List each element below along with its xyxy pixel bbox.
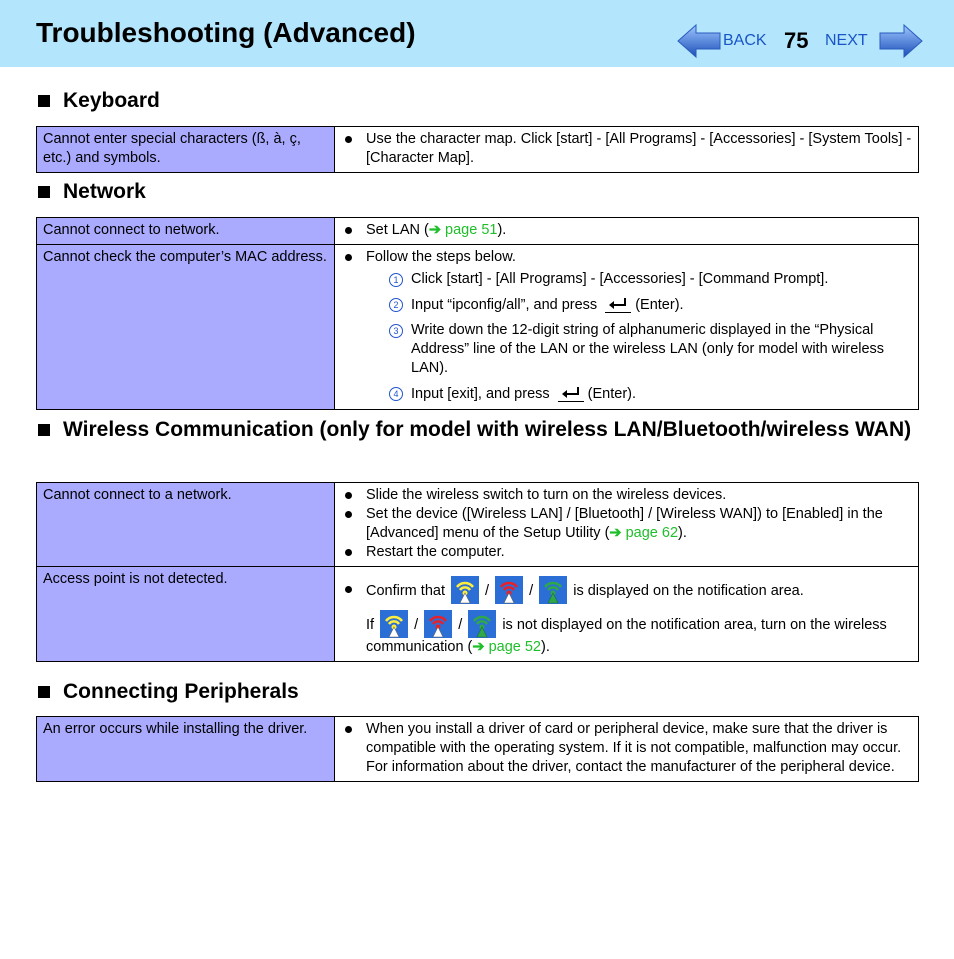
bullet-icon — [345, 227, 352, 234]
wireless-disconnected-icon — [424, 610, 452, 638]
bullet-icon — [345, 136, 352, 143]
bullet-icon — [345, 492, 352, 499]
square-bullet-icon — [38, 686, 50, 698]
wireless-connected-icon — [451, 576, 479, 604]
page-52-link[interactable]: page 52 — [488, 639, 541, 655]
bullet-icon — [345, 511, 352, 518]
page-62-link[interactable]: page 62 — [625, 525, 679, 541]
arrow-right-icon: ➔ — [472, 639, 485, 655]
wireless-active-icon — [539, 576, 567, 604]
step-item: 1 Click [start] - [All Programs] - [Accessories] - [Command Prompt]. — [389, 270, 912, 289]
wireless-connected-icon — [380, 610, 408, 638]
peripherals-table — [36, 716, 919, 782]
section-heading-network: Network — [38, 178, 146, 206]
arrow-right-icon: ➔ — [609, 525, 622, 541]
table-row — [37, 717, 919, 782]
page-number: 75 — [784, 28, 809, 53]
bullet-icon — [345, 549, 352, 556]
arrow-right-icon: ➔ — [428, 222, 442, 238]
enter-key-icon — [558, 384, 584, 402]
solution-cell: Follow the steps below. 1 Click [start] - [All Programs] - [Accessories] - [Command Prompt]. 2 Input “ipconfig/all”, and press (Enter). 3 Write down the 12-digit string of alphanumeric displayed in the “Physical Address” line of the LAN or the wireless LAN (only for model with wireless LAN). 4 Input [exit], and press (Enter). — [335, 245, 919, 410]
wireless-disconnected-icon — [495, 576, 523, 604]
page-51-link[interactable]: page 51 — [445, 222, 498, 238]
section-heading-peripherals: Connecting Peripherals — [38, 678, 299, 706]
solution-cell: Slide the wireless switch to turn on the wireless devices. Set the device ([Wireless LAN] / [Bluetooth] / [Wireless WAN]) to [Enabled] in the [Advanced] menu of the Setup Utility (➔ page 62). Restart the computer. — [335, 483, 919, 567]
table-row — [37, 245, 919, 410]
issue-cell: Access point is not detected. — [37, 567, 335, 662]
wireless-note: If / / is not displayed on the notification area, turn on the wireless communication (➔ page 52). — [366, 610, 912, 657]
bullet-icon — [345, 254, 352, 261]
issue-cell: Cannot connect to network. — [37, 218, 335, 245]
bullet-icon — [345, 726, 352, 733]
solution-cell: Use the character map. Click [start] - [All Programs] - [Accessories] - [System Tools] - [Character Map]. — [335, 127, 919, 173]
table-row — [37, 218, 919, 245]
square-bullet-icon — [38, 186, 50, 198]
solution-cell: When you install a driver of card or peripheral device, make sure that the driver is compatible with the operating system. If it is not compatible, malfunction may occur. For information about the driver, contact the manufacturer of the peripheral device. — [335, 717, 919, 782]
section-heading-wireless: Wireless Communication (only for model with wireless LAN/Bluetooth/wireless WAN) — [38, 416, 918, 444]
bullet-icon — [345, 586, 352, 593]
table-row — [37, 127, 919, 173]
keyboard-table — [36, 126, 919, 173]
step-item: 4 Input [exit], and press (Enter). — [389, 384, 912, 404]
network-table — [36, 217, 919, 410]
solution-cell: Confirm that / / is displayed on the notification area. If / / is not displayed on the notification area, turn on the wireless communication (➔ page 52). — [335, 567, 919, 662]
next-link[interactable]: NEXT — [825, 32, 868, 49]
issue-cell: Cannot connect to a network. — [37, 483, 335, 567]
issue-cell: Cannot check the computer’s MAC address. — [37, 245, 335, 410]
page-title: Troubleshooting (Advanced) — [36, 17, 416, 48]
page-header — [0, 0, 954, 67]
table-row — [37, 483, 919, 567]
step-item: 3 Write down the 12-digit string of alphanumeric displayed in the “Physical Address” line of the LAN or the wireless LAN (only for model with wireless LAN). — [389, 321, 912, 378]
back-link[interactable]: BACK — [723, 32, 767, 49]
table-row — [37, 567, 919, 662]
next-arrow-icon[interactable] — [878, 23, 924, 59]
square-bullet-icon — [38, 424, 50, 436]
enter-key-icon — [605, 295, 631, 313]
solution-cell: Set LAN (➔ page 51). — [335, 218, 919, 245]
step-item: 2 Input “ipconfig/all”, and press (Enter). — [389, 295, 912, 315]
wireless-table — [36, 482, 919, 662]
square-bullet-icon — [38, 95, 50, 107]
wireless-active-icon — [468, 610, 496, 638]
issue-cell: An error occurs while installing the driver. — [37, 717, 335, 782]
section-heading-keyboard: Keyboard — [38, 87, 160, 115]
issue-cell: Cannot enter special characters (ß, à, ç, etc.) and symbols. — [37, 127, 335, 173]
back-arrow-icon[interactable] — [676, 23, 722, 59]
